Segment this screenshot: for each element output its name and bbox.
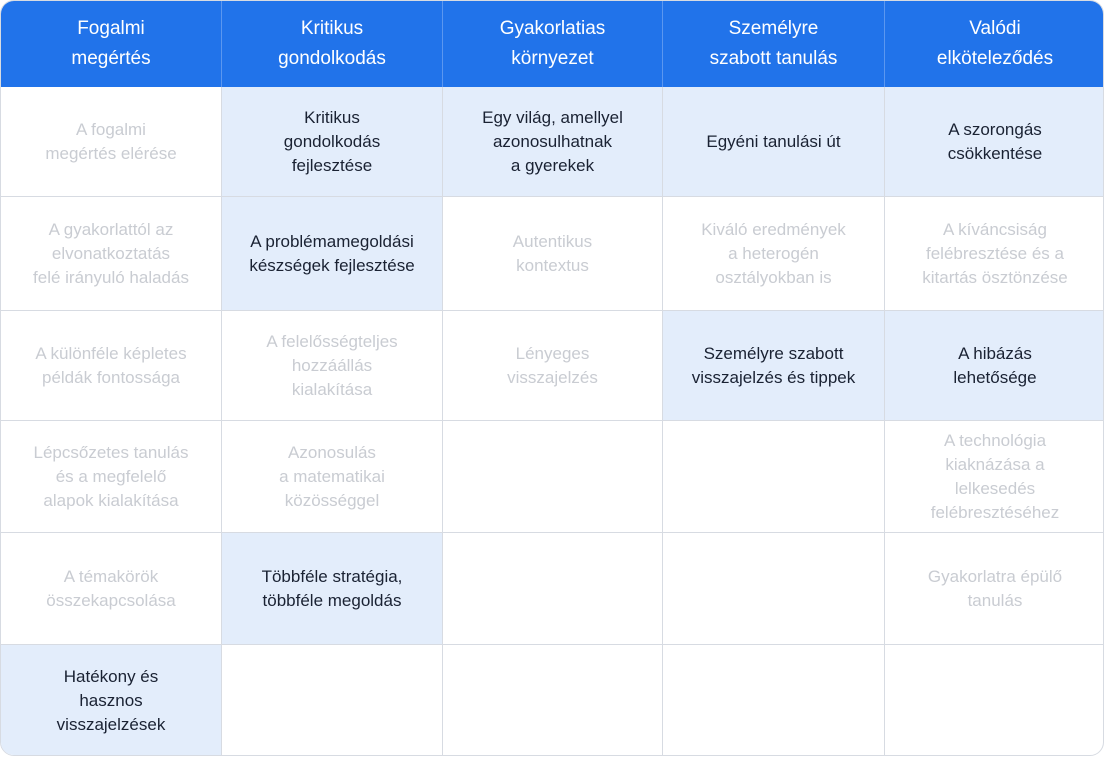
grid-cell: A szorongás csökkentése [885, 87, 1104, 197]
grid-cell: Hatékony és hasznos visszajelzések [1, 645, 222, 756]
grid-cell-empty [663, 645, 885, 756]
grid-cell: Egyéni tanulási út [663, 87, 885, 197]
grid-cell: Egy világ, amellyel azonosulhatnak a gyerekek [443, 87, 663, 197]
grid-cell: A technológia kiaknázása a lelkesedés felébresztéséhez [885, 421, 1104, 533]
column-header: Gyakorlatias környezet [443, 1, 663, 87]
grid-cell-empty [885, 645, 1104, 756]
grid-cell: A problémamegoldási készségek fejlesztése [222, 197, 443, 311]
grid-cell-empty [663, 421, 885, 533]
grid-cell: Többféle stratégia, többféle megoldás [222, 533, 443, 645]
column-header: Személyre szabott tanulás [663, 1, 885, 87]
column-header: Kritikus gondolkodás [222, 1, 443, 87]
grid-cell: Lényeges visszajelzés [443, 311, 663, 421]
grid-cell-empty [663, 533, 885, 645]
grid-cell: Gyakorlatra épülő tanulás [885, 533, 1104, 645]
grid-cell: A gyakorlattól az elvonatkoztatás felé irányuló haladás [1, 197, 222, 311]
grid-cell: A különféle képletes példák fontossága [1, 311, 222, 421]
grid-cell-empty [222, 645, 443, 756]
grid-cell: Kiváló eredmények a heterogén osztályokban is [663, 197, 885, 311]
grid-cell-empty [443, 645, 663, 756]
grid-cell: Kritikus gondolkodás fejlesztése [222, 87, 443, 197]
grid-cell: Autentikus kontextus [443, 197, 663, 311]
grid-cell-empty [443, 533, 663, 645]
column-header: Fogalmi megértés [1, 1, 222, 87]
grid-cell: Lépcsőzetes tanulás és a megfelelő alapok kialakítása [1, 421, 222, 533]
grid-cell-empty [443, 421, 663, 533]
grid-cell: Személyre szabott visszajelzés és tippek [663, 311, 885, 421]
grid-cell: Azonosulás a matematikai közösséggel [222, 421, 443, 533]
grid-cell: A felelősségteljes hozzáállás kialakítása [222, 311, 443, 421]
grid-cell: A témakörök összekapcsolása [1, 533, 222, 645]
grid-cell: A hibázás lehetősége [885, 311, 1104, 421]
column-header: Valódi elköteleződés [885, 1, 1104, 87]
grid-cell: A kíváncsiság felébresztése és a kitartás ösztönzése [885, 197, 1104, 311]
grid-cell: A fogalmi megértés elérése [1, 87, 222, 197]
